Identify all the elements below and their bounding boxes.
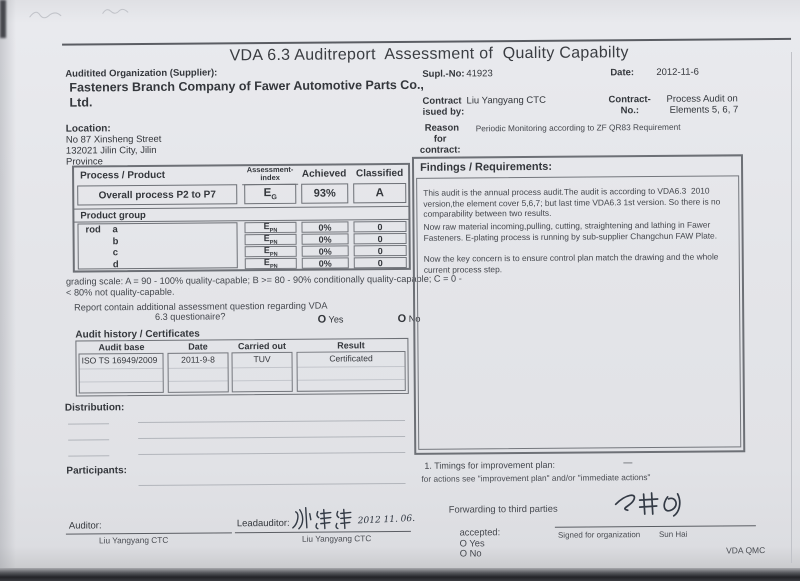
audit-date-value: 2011-9-8 [181, 354, 215, 365]
blank-line [68, 423, 109, 424]
question-line2: 6.3 questionaire? [154, 311, 226, 322]
forwarding-line2 [444, 516, 501, 571]
footer-brand: VDA QMC [726, 545, 766, 556]
col-assessment-index: Assessment- [246, 164, 294, 175]
blank-line [138, 452, 405, 455]
overall-process-cell [77, 184, 237, 205]
pencil-scribble-icon [101, 5, 131, 17]
grading-scale2: < 80% not quality-capable. [65, 286, 175, 298]
audit-base-cell [78, 353, 163, 394]
blank-line [139, 483, 406, 486]
row-classified-cell: 0 [354, 233, 407, 244]
grading-scale: grading scale: A = 90 - 100% quality-capable; B >= 80 - 90% conditionally quality-capable; C = 0 - [65, 273, 462, 287]
contract-issued-value: Liu Yangyang CTC [466, 94, 546, 107]
findings-paragraph: This audit is the annual process audit.The audit is according to VDA6.3 2010 version,the element cover 5,6,7; but last time VDA6.3 1st version. So there is no comparability between two results. [423, 185, 723, 220]
location-label: Location: [65, 123, 111, 135]
reason-label3: contract: [419, 144, 461, 156]
organization-signature-line [555, 525, 756, 528]
forwarding-no-option: O No [459, 547, 482, 559]
question-line1: Report contain additional assessment question regarding VDA [74, 300, 328, 313]
audit-base-value: ISO TS 16949/2009 [81, 354, 158, 366]
address-line: 132021 Jilin City, Jilin [65, 144, 157, 157]
product-row-letter: a [112, 224, 118, 236]
reason-label: Reason [424, 122, 460, 134]
contract-no-value: Process Audit on [666, 93, 738, 105]
row-index-cell: $E_{PN}$ [245, 234, 297, 245]
result-header: Result [337, 340, 365, 351]
audit-result-cell [296, 351, 405, 392]
reason-label2: for [433, 133, 447, 145]
index-symbol: $E_G$ [263, 186, 277, 202]
row-index-cell: $E_{PN}$ [244, 222, 296, 233]
overall-index-cell [244, 184, 296, 204]
product-names-cell [77, 222, 237, 269]
supplier-name: Fasteners Branch Company of Fawer Automotive Parts Co., [69, 77, 424, 95]
organization-signature [612, 488, 697, 525]
audit-result-value: Certificated [329, 353, 373, 364]
contract-issued-label: Contract [422, 95, 462, 107]
reason-value: Periodic Monitoring according to ZF QR83 Requirement [475, 121, 681, 134]
contract-no-label2: No.: [620, 105, 640, 117]
findings-paragraph: Now raw material incoming,pulling, cutting, straightening and lathing in Fawer Fasteners. E-plating process is running by sub-supplier Changchun FAW Plate. [423, 219, 718, 243]
date-value: 2012-11-6 [656, 66, 699, 78]
row-classified-cell: 0 [354, 245, 407, 256]
signed-for-label: Signed for organization [557, 530, 641, 540]
audit-carried-cell [231, 352, 292, 392]
accepted-label: accepted: [459, 526, 501, 538]
overall-achieved-cell [301, 183, 348, 203]
timings-value: — [623, 457, 633, 468]
audit-history-title: Audit history / Certificates [75, 328, 200, 341]
forwarding-line1: Forwarding to third parties [448, 502, 558, 515]
timings-label: 1. Timings for improvement plan: [424, 459, 555, 471]
address-line: Province [65, 156, 103, 168]
product-group-band [73, 206, 409, 223]
auditor-label: Auditor: [68, 520, 102, 532]
supl-no-label: Supl.-No: [422, 68, 465, 80]
blank-line [138, 436, 405, 439]
timings-note: for actions see "improvement plan" and/or "immediate actions" [421, 472, 651, 484]
overall-achieved-value: 93% [313, 187, 336, 200]
forwarding-yes-option: O Yes [459, 536, 485, 549]
yes-option [302, 302, 344, 336]
product-row-name: rod [85, 224, 101, 236]
leadauditor-signature [290, 503, 356, 532]
col-classified: Classified [355, 167, 404, 180]
findings-title: Findings / Requirements: [419, 160, 553, 174]
supplier-label: Auditited Organization (Supplier): [65, 67, 218, 80]
product-row-letter: d [112, 258, 119, 270]
supl-no-value: 41923 [466, 68, 493, 80]
col-assessment-index2: index [242, 174, 298, 185]
scan-bottom-edge [0, 568, 800, 581]
blank-line [68, 439, 109, 440]
yes-radio-icon: O [317, 313, 327, 326]
audit-base-header: Audit base [98, 342, 145, 353]
product-row-letter: c [112, 247, 119, 259]
leadauditor-label: Leadauditor: [236, 517, 290, 530]
carried-out-header: Carried out [237, 340, 286, 352]
product-group-label: Product group [80, 209, 146, 222]
no-label: No [408, 313, 421, 324]
row-index-cell: $E_{PN}$ [245, 258, 297, 269]
blank-line [68, 455, 109, 456]
signed-name: Sun Hai [658, 529, 688, 539]
audit-carried-value: TUV [253, 354, 271, 365]
contract-no-label: Contract- [608, 94, 651, 106]
yes-label: Yes [328, 314, 344, 325]
overall-classified-value: A [375, 187, 384, 200]
auditor-name: Liu Yangyang CTC [98, 534, 169, 546]
overall-process-name: Overall process P2 to P7 [98, 188, 216, 201]
col-achieved: Achieved [301, 168, 347, 180]
row-classified-cell: 0 [353, 221, 406, 232]
col-process-product: Process / Product [80, 169, 166, 182]
row-index-cell: $E_{PN}$ [245, 246, 297, 257]
supplier-name-cont: Ltd. [69, 95, 93, 110]
pencil-scribble-icon [28, 7, 64, 21]
row-achieved-cell: 0% [302, 257, 349, 268]
distribution-label: Distribution: [64, 402, 125, 414]
leadauditor-signature-date: 2012 11. 06. [357, 513, 416, 527]
row-classified-cell: 0 [354, 257, 407, 268]
row-achieved-cell: 0% [302, 233, 349, 244]
leadauditor-name: Liu Yangyang CTC [301, 533, 372, 544]
audit-date-cell [167, 352, 228, 392]
row-achieved-cell: 0% [301, 221, 348, 232]
date-label: Date: [610, 67, 635, 79]
date-header: Date [188, 341, 208, 352]
blank-line [138, 420, 405, 423]
contract-no-value2: Elements 5, 6, 7 [669, 104, 739, 116]
contract-issued-label2: isued by: [422, 106, 465, 118]
overall-classified-cell [353, 183, 406, 203]
address-line: No 87 Xinsheng Street [65, 133, 162, 146]
no-radio-icon: O [397, 312, 407, 325]
participants-label: Participants: [66, 465, 128, 477]
findings-paragraph: Now the key concern is to ensure control plan match the drawing and the whole current process step. [423, 251, 721, 275]
row-achieved-cell: 0% [302, 245, 349, 256]
page-title: VDA 6.3 Auditreport Assessment of Quality Capabilty [229, 44, 629, 65]
product-row-letter: b [112, 235, 119, 247]
